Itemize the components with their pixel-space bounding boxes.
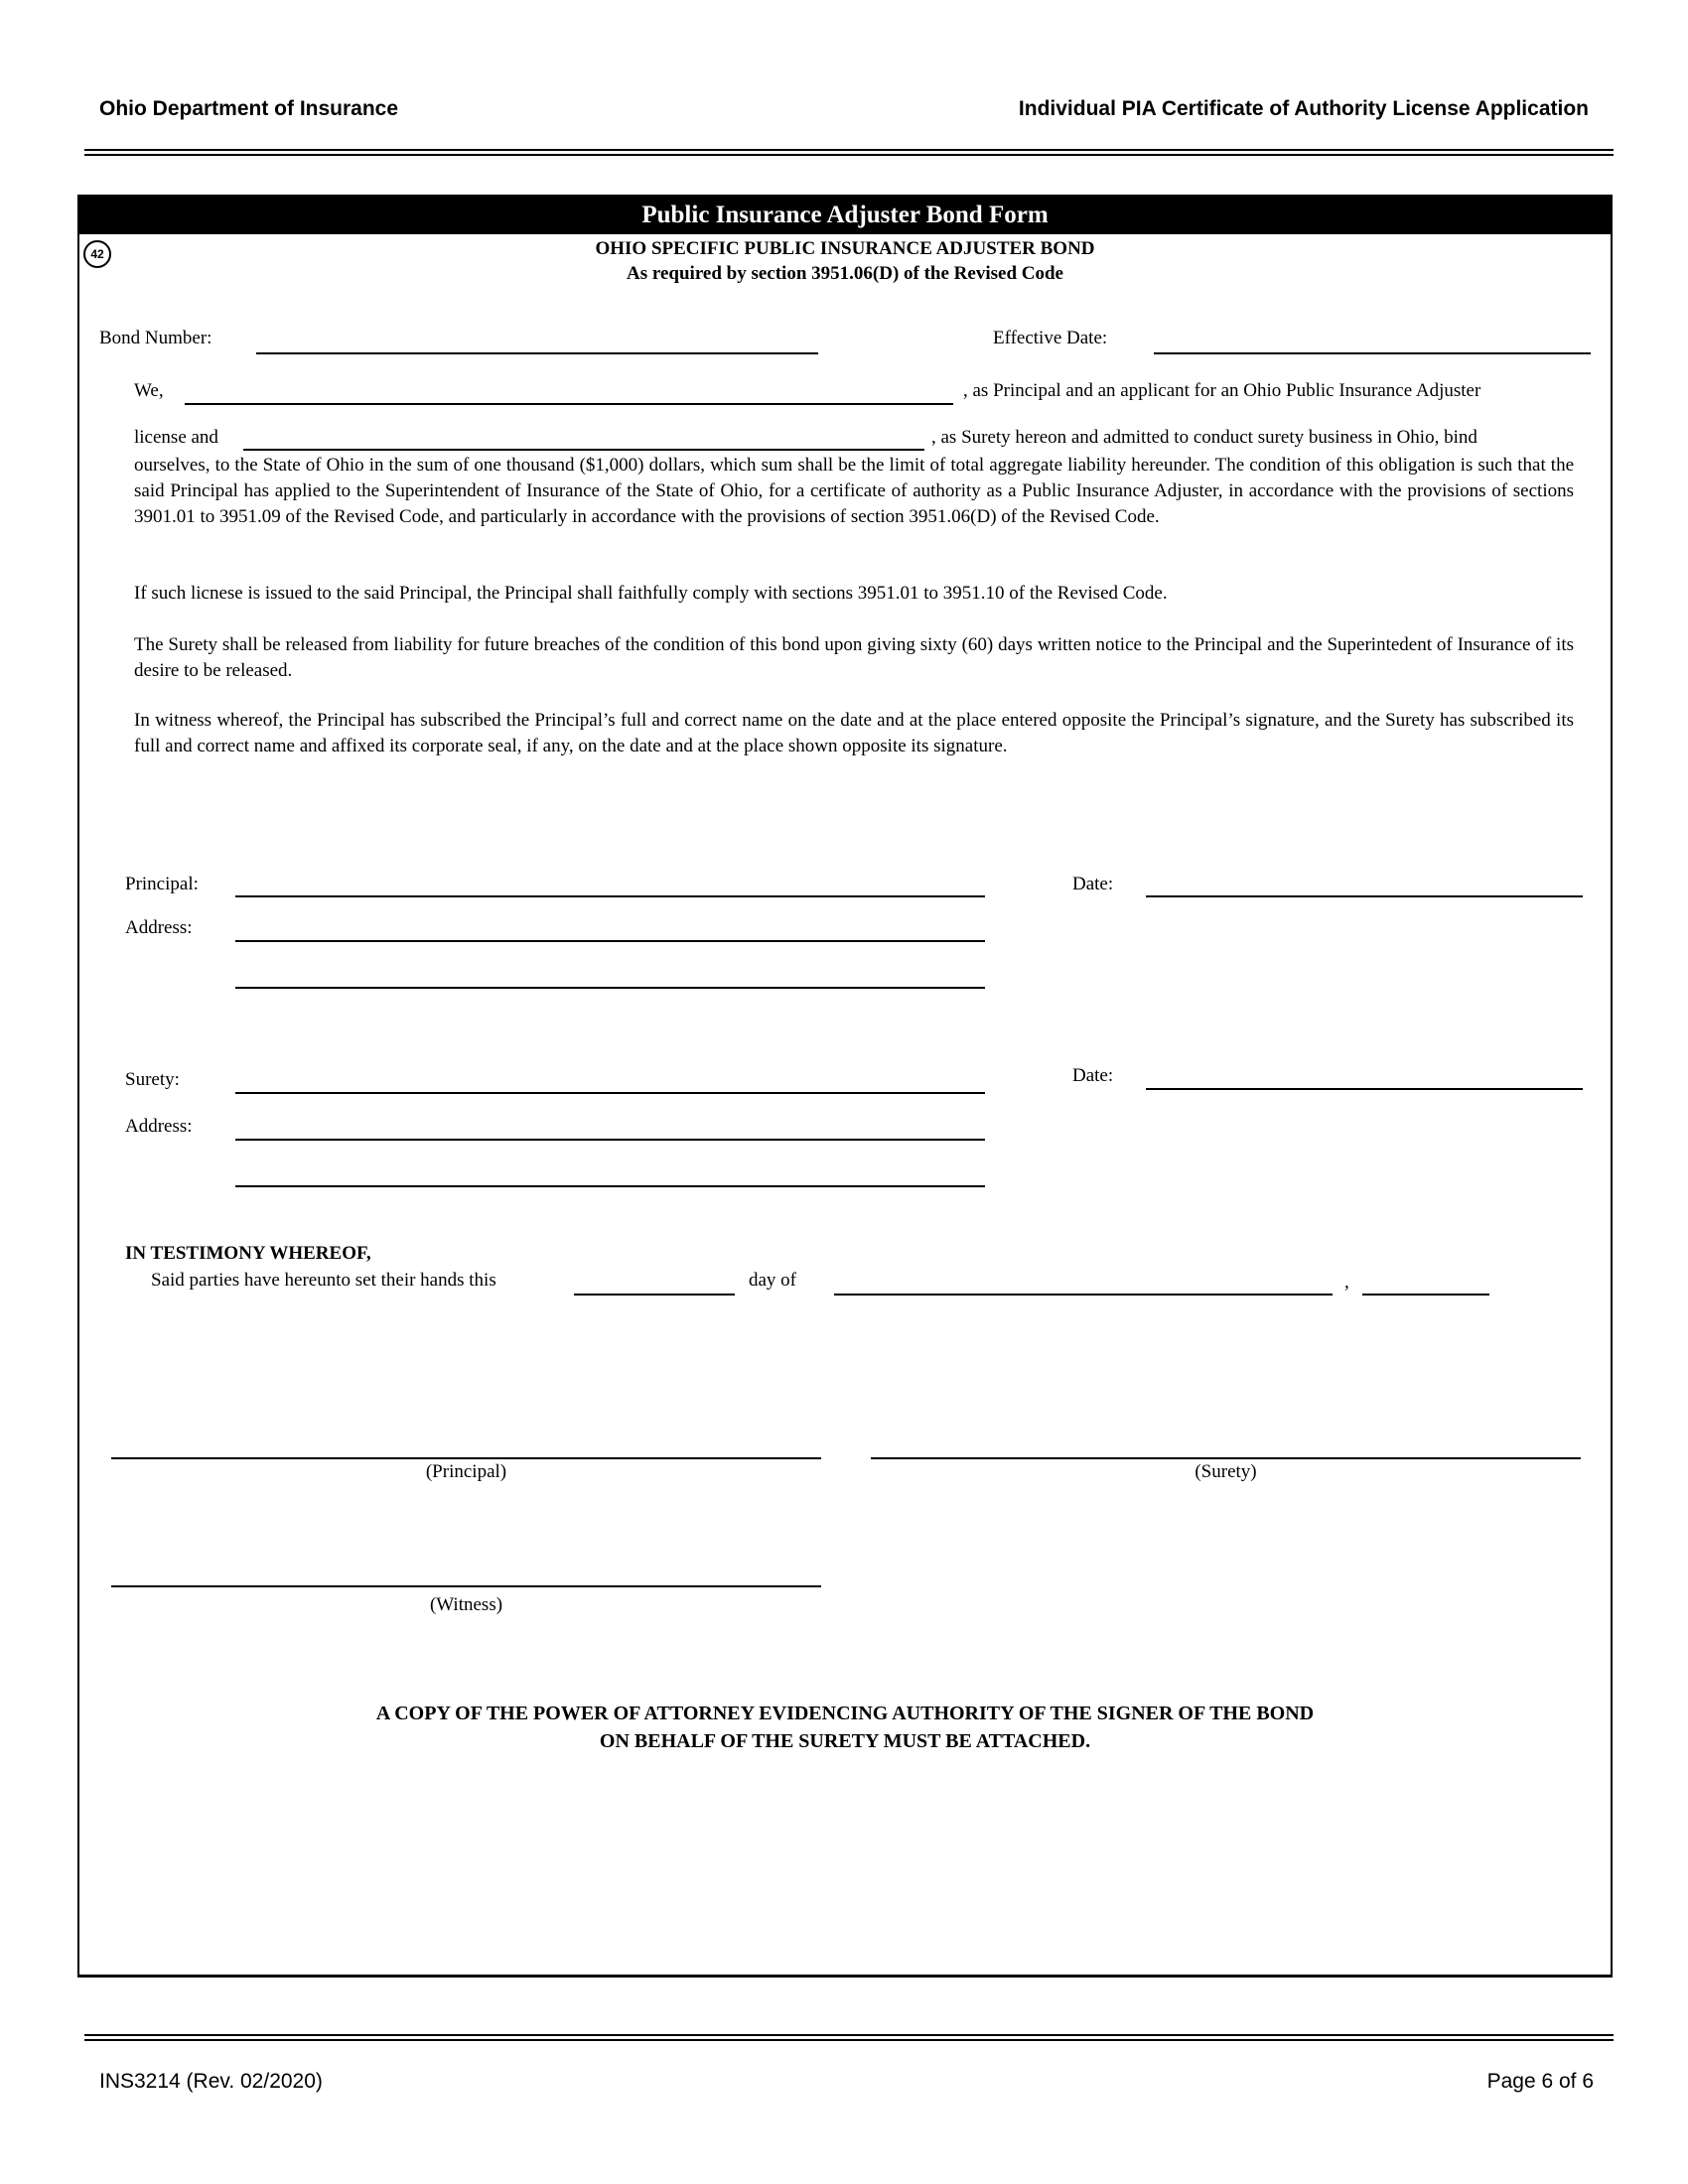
form-subtitle: OHIO SPECIFIC PUBLIC INSURANCE ADJUSTER BOND xyxy=(595,238,1095,259)
surety-date-label: Date: xyxy=(1072,1065,1114,1086)
surety-label: Surety: xyxy=(125,1069,180,1090)
compliance-paragraph: If such licnese is issued to the said Principal, the Principal shall faithfully comply with sections 3951.01 to 3951.10 of the Revised Code. xyxy=(134,583,1168,604)
bond-condition-paragraph: ourselves, to the State of Ohio in the sum of one thousand ($1,000) dollars, which sum shall be the limit of total aggregate liability hereunder. The condition of this obligation is such that the said Principal has applied to the Superintendent of Insurance of the State of Ohio, for a certificate of authority as a Public Insurance Adjuster, in accordance with the provisions of sections 3901.01 to 3951.09 of the Revised Code, and particularly in accordance with the provisions of section 3951.06(D) of the Revised Code. xyxy=(134,455,1574,527)
notice-line-2: ON BEHALF OF THE SURETY MUST BE ATTACHED. xyxy=(599,1730,1091,1752)
principal-address-line1[interactable] xyxy=(235,940,985,942)
surety-date-field[interactable] xyxy=(1146,1088,1583,1090)
day-of-label: day of xyxy=(749,1270,797,1291)
principal-clause: , as Principal and an applicant for an Ohio Public Insurance Adjuster xyxy=(963,380,1481,401)
item-number-badge: 42 xyxy=(83,240,111,268)
principal-signature-line[interactable] xyxy=(111,1457,821,1459)
effective-date-field[interactable] xyxy=(1154,352,1591,354)
header-rule-bottom xyxy=(84,154,1614,156)
surety-address-line2[interactable] xyxy=(235,1185,985,1187)
notice-line-1: A COPY OF THE POWER OF ATTORNEY EVIDENCING AUTHORITY OF THE SIGNER OF THE BOND xyxy=(375,1703,1315,1724)
principal-date-label: Date: xyxy=(1072,874,1114,894)
principal-date-field[interactable] xyxy=(1146,895,1583,897)
footer-rule-bottom xyxy=(84,2039,1614,2041)
testimony-year-field[interactable] xyxy=(1362,1294,1489,1296)
testimony-month-field[interactable] xyxy=(834,1294,1333,1296)
principal-name-field[interactable] xyxy=(185,403,953,405)
surety-address-line1[interactable] xyxy=(235,1139,985,1141)
testimony-text: Said parties have hereunto set their hands this xyxy=(151,1270,496,1291)
release-paragraph: The Surety shall be released from liability for future breaches of the condition of this bond upon giving sixty (60) days written notice to the Principal and the Superintedent of Insurance of its desire to be released. xyxy=(134,634,1574,681)
surety-name-field[interactable] xyxy=(243,449,924,451)
principal-address-line2[interactable] xyxy=(235,987,985,989)
comma-separator: , xyxy=(1344,1272,1349,1293)
witness-signature-caption: (Witness) xyxy=(429,1594,503,1615)
page-number: Page 6 of 6 xyxy=(1486,2070,1594,2093)
surety-clause: , as Surety hereon and admitted to conduct surety business in Ohio, bind xyxy=(931,427,1477,448)
bond-number-label: Bond Number: xyxy=(99,328,212,348)
form-revision: INS3214 (Rev. 02/2020) xyxy=(99,2070,323,2093)
principal-address-label: Address: xyxy=(125,917,193,938)
principal-label: Principal: xyxy=(125,874,199,894)
header-agency: Ohio Department of Insurance xyxy=(99,97,399,120)
surety-address-label: Address: xyxy=(125,1116,193,1137)
testimony-day-field[interactable] xyxy=(574,1294,735,1296)
we-label: We, xyxy=(134,380,164,401)
principal-signature-caption: (Principal) xyxy=(425,1461,507,1482)
form-title-bar: Public Insurance Adjuster Bond Form xyxy=(79,197,1611,234)
surety-signature-caption: (Surety) xyxy=(1195,1461,1257,1482)
form-subtitle-statute: As required by section 3951.06(D) of the Revised Code xyxy=(627,263,1063,284)
header-rule-top xyxy=(84,149,1614,151)
witness-paragraph: In witness whereof, the Principal has subscribed the Principal’s full and correct name on the date and at the place entered opposite the Principal’s signature, and the Surety has subscribed its full and correct name and affixed its corporate seal, if any, on the date and at the place shown opposite its signature. xyxy=(134,710,1574,756)
testimony-heading: IN TESTIMONY WHEREOF, xyxy=(125,1243,371,1264)
bond-number-field[interactable] xyxy=(256,352,818,354)
license-and-label: license and xyxy=(134,427,218,448)
principal-signature-field[interactable] xyxy=(235,895,985,897)
surety-signature-line[interactable] xyxy=(871,1457,1581,1459)
surety-signature-field[interactable] xyxy=(235,1092,985,1094)
header-form-title: Individual PIA Certificate of Authority License Application xyxy=(1018,97,1589,120)
witness-signature-line[interactable] xyxy=(111,1585,821,1587)
effective-date-label: Effective Date: xyxy=(993,328,1108,348)
power-of-attorney-notice xyxy=(79,1700,1611,1755)
footer-rule-top xyxy=(84,2034,1614,2036)
